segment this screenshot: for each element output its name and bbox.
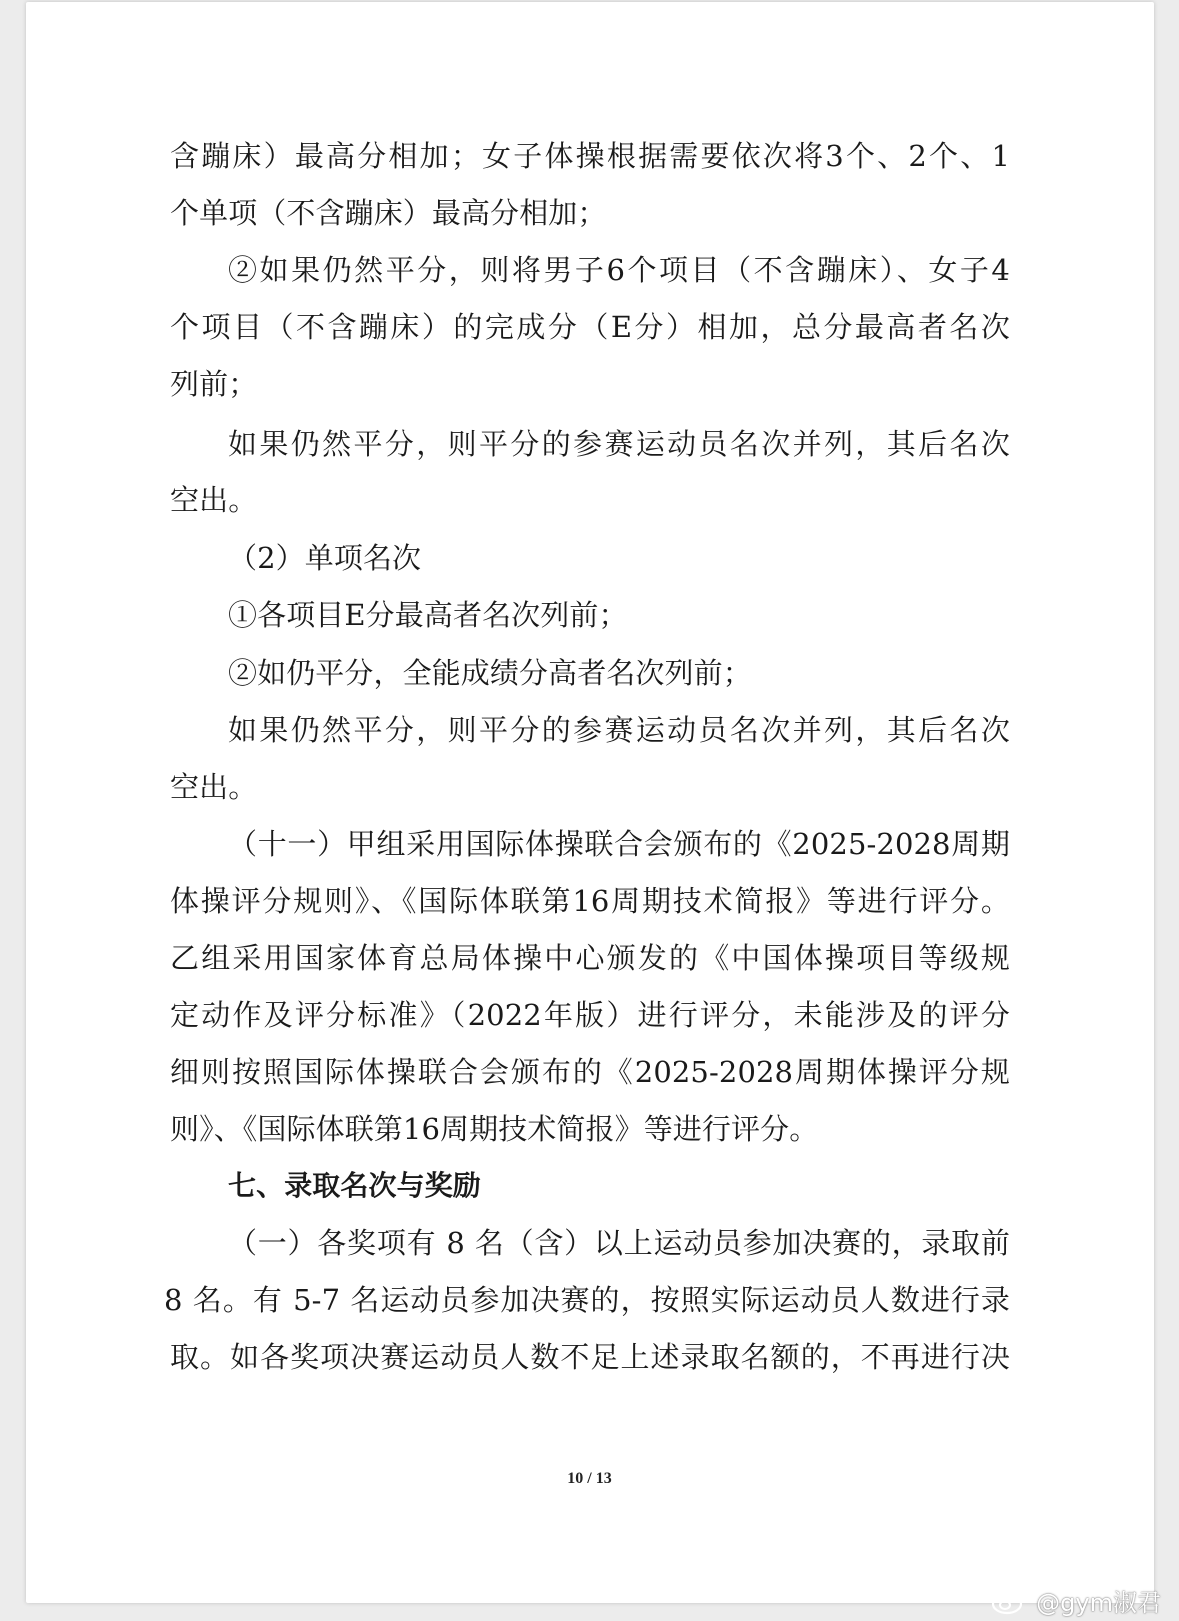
text-line: 则》、《国际体联第16周期技术简报》等进行评分。: [170, 1112, 819, 1146]
text-line: 含蹦床）最高分相加；女子体操根据需要依次将3个、2个、1: [170, 139, 1010, 173]
text-line: 个单项（不含蹦床）最高分相加；: [170, 196, 607, 230]
section-subheading: （2）单项名次: [228, 541, 422, 575]
text-line: 体操评分规则》、《国际体联第16周期技术简报》等进行评分。: [170, 884, 1010, 918]
text-line: 取。如各奖项决赛运动员人数不足上述录取名额的，不再进行决: [170, 1340, 1010, 1374]
page-number: 10 / 13: [567, 1470, 612, 1487]
text-line: 细则按照国际体操联合会颁布的《2025-2028周期体操评分规: [170, 1055, 1010, 1089]
watermark-text: @gym淑君: [1036, 1588, 1161, 1617]
section-heading: 七、录取名次与奖励: [228, 1169, 481, 1202]
weibo-icon: [990, 1585, 1030, 1615]
text-line: 8 名。有 5-7 名运动员参加决赛的，按照实际运动员人数进行录: [164, 1283, 1010, 1317]
watermark: [990, 1585, 1161, 1615]
text-line: ②如果仍然平分，则将男子6个项目（不含蹦床）、女子4: [228, 253, 1010, 287]
text-line: ②如仍平分，全能成绩分高者名次列前；: [228, 656, 752, 690]
text-line: 空出。: [170, 770, 258, 804]
text-line: 如果仍然平分，则平分的参赛运动员名次并列，其后名次: [228, 713, 1010, 747]
text-line: 如果仍然平分，则平分的参赛运动员名次并列，其后名次: [228, 427, 1010, 461]
text-line: 列前；: [170, 367, 258, 401]
text-line: 个项目（不含蹦床）的完成分（E分）相加，总分最高者名次: [170, 310, 1010, 344]
text-line: 定动作及评分标准》（2022年版）进行评分，未能涉及的评分: [170, 998, 1010, 1032]
text-line: ①各项目E分最高者名次列前；: [228, 598, 628, 632]
text-line: （一）各奖项有 8 名（含）以上运动员参加决赛的，录取前: [228, 1226, 1010, 1260]
text-line: 空出。: [170, 483, 258, 517]
text-line: 乙组采用国家体育总局体操中心颁发的《中国体操项目等级规: [170, 941, 1010, 975]
text-line: （十一）甲组采用国际体操联合会颁布的《2025-2028周期: [228, 827, 1010, 861]
